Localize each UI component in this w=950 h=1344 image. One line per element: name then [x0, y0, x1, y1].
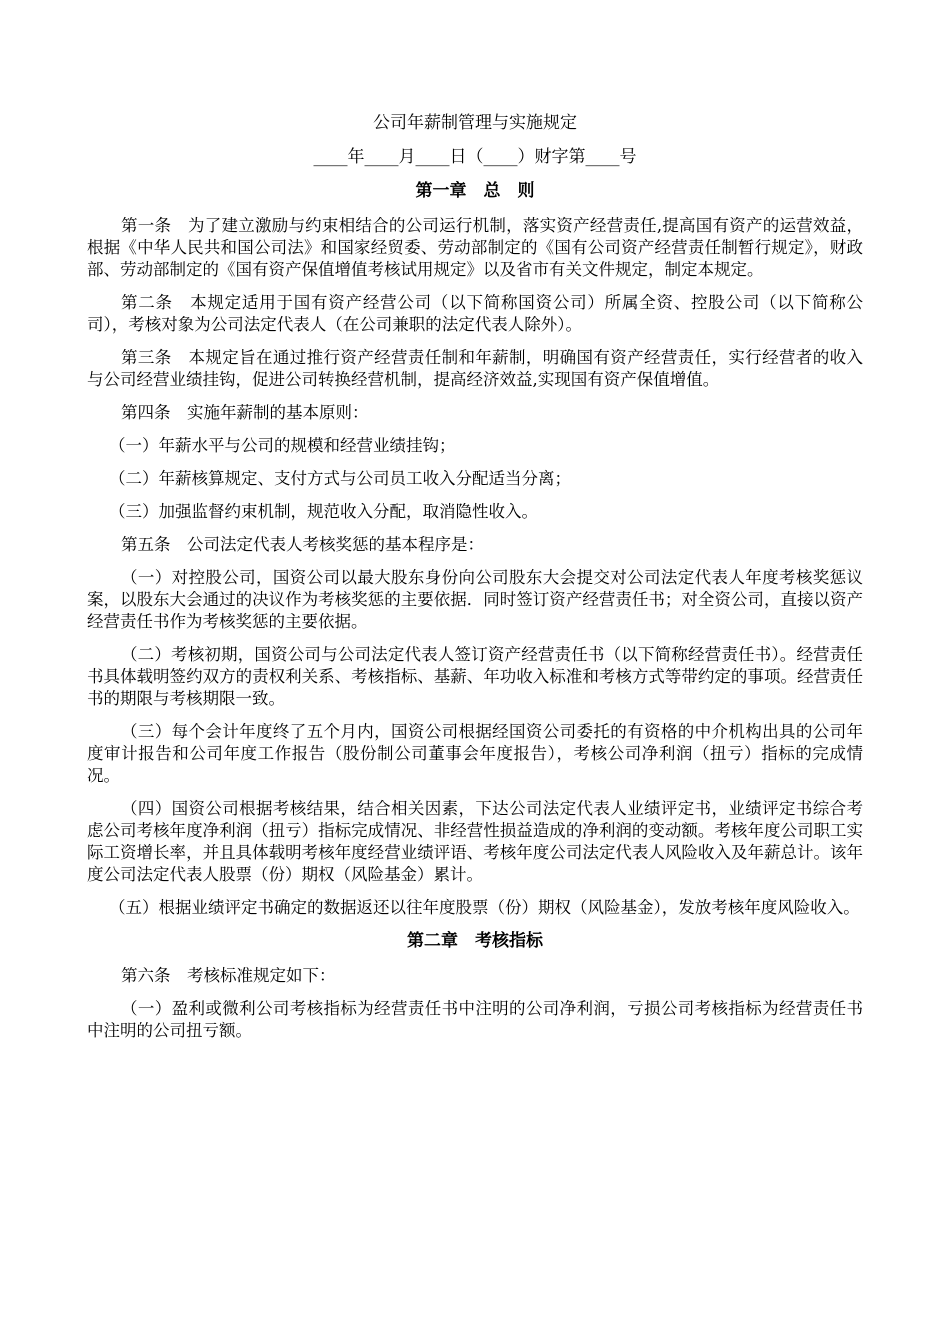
- article-4-item-1: （一）年薪水平与公司的规模和经营业绩挂钩；: [109, 436, 456, 455]
- article-6-item-1: （一）盈利或微利公司考核指标为经营责任书中注明的公司净利润，亏损公司考核指标为经营责任书中注明的公司扭亏额。: [87, 999, 863, 1040]
- article-5-item-1: （一）对控股公司，国资公司以最大股东身份向公司股东大会提交对公司法定代表人年度考核奖惩议案，以股东大会通过的决议作为考核奖惩的主要依据．同时签订资产经营责任书；对全资公司，直接以资产经营责任书作为考核奖惩的主要依据。: [87, 568, 863, 631]
- document-page: [87, 112, 863, 1053]
- article-5-item-3: （三）每个会计年度终了五个月内，国资公司根据经国资公司委托的有资格的中介机构出具的公司年度审计报告和公司年度工作报告（股份制公司董事会年度报告），考核公司净利润（扭亏）指标的完成情况。: [87, 722, 863, 785]
- document-dateline: ____年____月____日（____）财字第____号: [313, 147, 637, 167]
- chapter-2-heading: 第二章 考核指标: [407, 931, 543, 951]
- article-1: 第一条 为了建立激励与约束相结合的公司运行机制，落实资产经营责任,提高国有资产的运营效益，根据《中华人民共和国公司法》和国家经贸委、劳动部制定的《国有公司资产经营责任制暂行规定》，财政部、劳动部制定的《国有资产保值增值考核试用规定》以及省市有关文件规定，制定本规定。: [87, 216, 863, 279]
- article-3: 第三条 本规定旨在通过推行资产经营责任制和年薪制，明确国有资产经营责任，实行经营者的收入与公司经营业绩挂钩，促进公司转换经营机制，提高经济效益,实现国有资产保值增值。: [87, 348, 863, 389]
- article-6: 第六条 考核标准规定如下：: [121, 966, 336, 985]
- article-5-item-4: （四）国资公司根据考核结果，结合相关因素，下达公司法定代表人业绩评定书，业绩评定书综合考虑公司考核年度净利润（扭亏）指标完成情况、非经营性损益造成的净利润的变动额。考核年度公司职工实际工资增长率，并且具体载明考核年度经营业绩评语、考核年度公司法定代表人风险收入及年薪总计。该年度公司法定代表人股票（份）期权（风险基金）累计。: [87, 799, 863, 884]
- article-5-item-2: （二）考核初期，国资公司与公司法定代表人签订资产经营责任书（以下简称经营责任书）。经营责任书具体载明签约双方的责权利关系、考核指标、基薪、年功收入标准和考核方式等带约定的事项。经营责任书的期限与考核期限一致。: [87, 645, 863, 708]
- document-title: 公司年薪制管理与实施规定: [373, 113, 577, 133]
- article-2: 第二条 本规定适用于国有资产经营公司（以下简称国资公司）所属全资、控股公司（以下简称公司），考核对象为公司法定代表人（在公司兼职的法定代表人除外）。: [87, 293, 863, 334]
- article-5-item-5: （五）根据业绩评定书确定的数据返还以往年度股票（份）期权（风险基金），发放考核年度风险收入。: [109, 898, 860, 917]
- chapter-1-heading: 第一章 总 则: [415, 181, 535, 201]
- article-5: 第五条 公司法定代表人考核奖惩的基本程序是：: [121, 535, 484, 554]
- article-4: 第四条 实施年薪制的基本原则：: [121, 403, 369, 422]
- article-4-item-2: （二）年薪核算规定、支付方式与公司员工收入分配适当分离；: [109, 469, 571, 488]
- article-4-item-3: （三）加强监督约束机制，规范收入分配，取消隐性收入。: [109, 502, 538, 521]
